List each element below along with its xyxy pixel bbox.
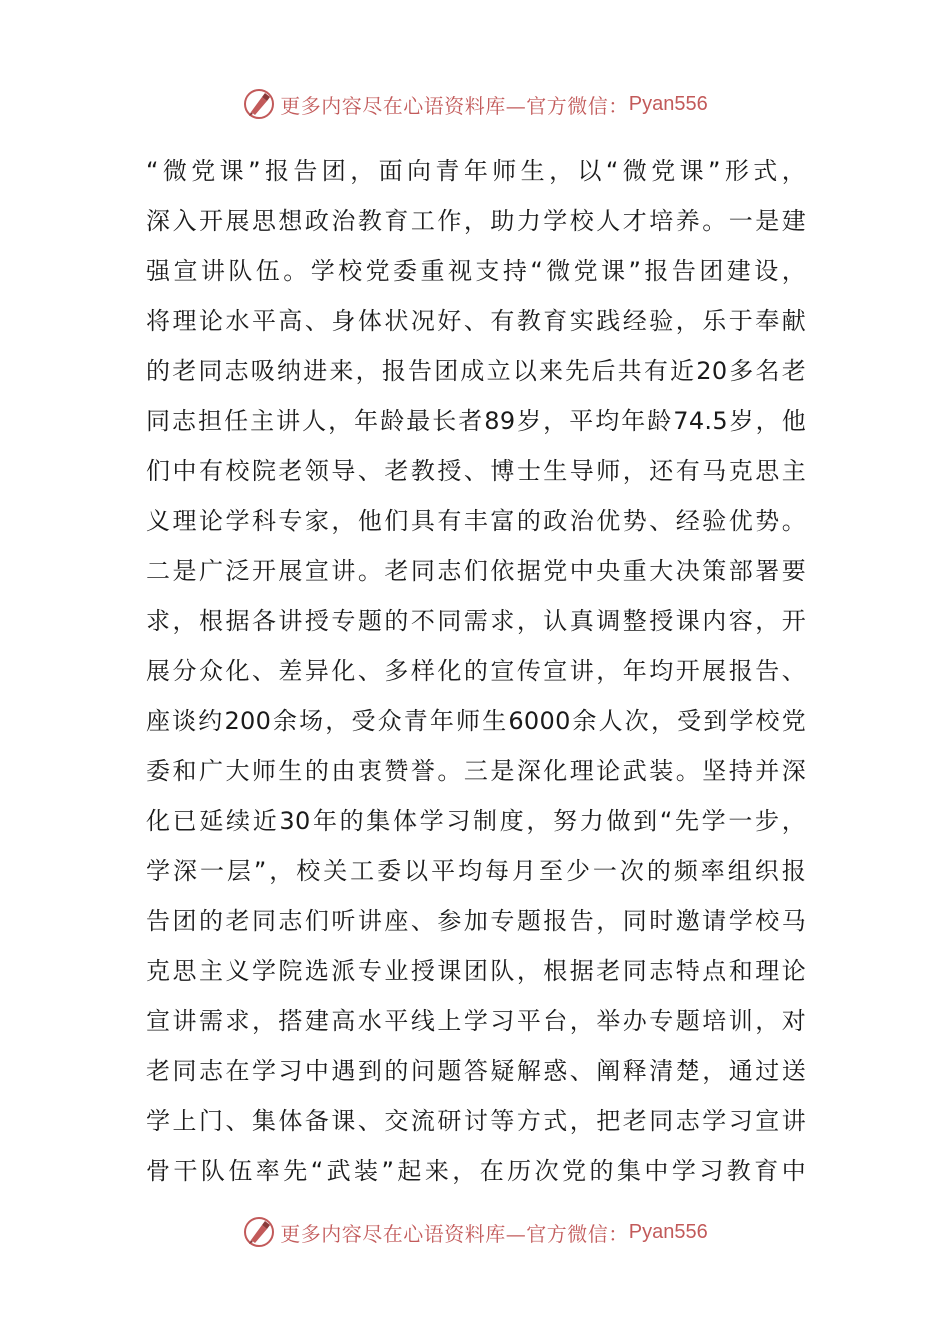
- text-line: “微党课”报告团，面向青年师生，以“微党课”形式，: [146, 157, 806, 185]
- text-line: 化已延续近30年的集体学习制度，努力做到“先学一步，: [146, 807, 806, 835]
- text-line: 强宣讲队伍。学校党委重视支持“微党课”报告团建设，: [146, 257, 806, 285]
- watermark-wechat-id: Pyan556: [628, 1220, 708, 1243]
- text-line: 深入开展思想政治教育工作，助力学校人才培养。一是建: [146, 207, 806, 235]
- footer-watermark: [0, 1212, 950, 1252]
- text-line: 义理论学科专家，他们具有丰富的政治优势、经验优势。: [146, 507, 806, 535]
- text-line: 座谈约200余场，受众青年师生6000余人次，受到学校党: [146, 707, 806, 735]
- text-line: 骨干队伍率先“武装”起来，在历次党的集中学习教育中: [146, 1157, 806, 1185]
- text-line: 告团的老同志们听讲座、参加专题报告，同时邀请学校马: [146, 907, 806, 935]
- watermark-text: 更多内容尽在心语资料库—官方微信：: [280, 1221, 629, 1246]
- document-body: [146, 146, 806, 1196]
- text-line: 展分众化、差异化、多样化的宣传宣讲，年均开展报告、: [146, 657, 806, 685]
- pen-nib-logo-icon: [242, 1215, 276, 1249]
- watermark-wechat-id: Pyan556: [628, 92, 708, 115]
- text-line: 委和广大师生的由衷赞誉。三是深化理论武装。坚持并深: [146, 757, 806, 785]
- text-line: 将理论水平高、身体状况好、有教育实践经验，乐于奉献: [146, 307, 806, 335]
- text-line: 求，根据各讲授专题的不同需求，认真调整授课内容，开: [146, 607, 806, 635]
- text-line: 克思主义学院选派专业授课团队，根据老同志特点和理论: [146, 957, 806, 985]
- text-line: 二是广泛开展宣讲。老同志们依据党中央重大决策部署要: [146, 557, 806, 585]
- watermark-text: 更多内容尽在心语资料库—官方微信：: [280, 93, 629, 118]
- text-line: 们中有校院老领导、老教授、博士生导师，还有马克思主: [146, 457, 806, 485]
- text-line: 老同志在学习中遇到的问题答疑解惑、阐释清楚，通过送: [146, 1057, 806, 1085]
- text-line: 学深一层”，校关工委以平均每月至少一次的频率组织报: [146, 857, 806, 885]
- header-watermark: [0, 84, 950, 124]
- text-line: 宣讲需求，搭建高水平线上学习平台，举办专题培训，对: [146, 1007, 806, 1035]
- text-line: 学上门、集体备课、交流研讨等方式，把老同志学习宣讲: [146, 1107, 806, 1135]
- text-line: 同志担任主讲人，年龄最长者89岁，平均年龄74.5岁，他: [146, 407, 806, 435]
- pen-nib-logo-icon: [242, 87, 276, 121]
- text-line: 的老同志吸纳进来，报告团成立以来先后共有近20多名老: [146, 357, 806, 385]
